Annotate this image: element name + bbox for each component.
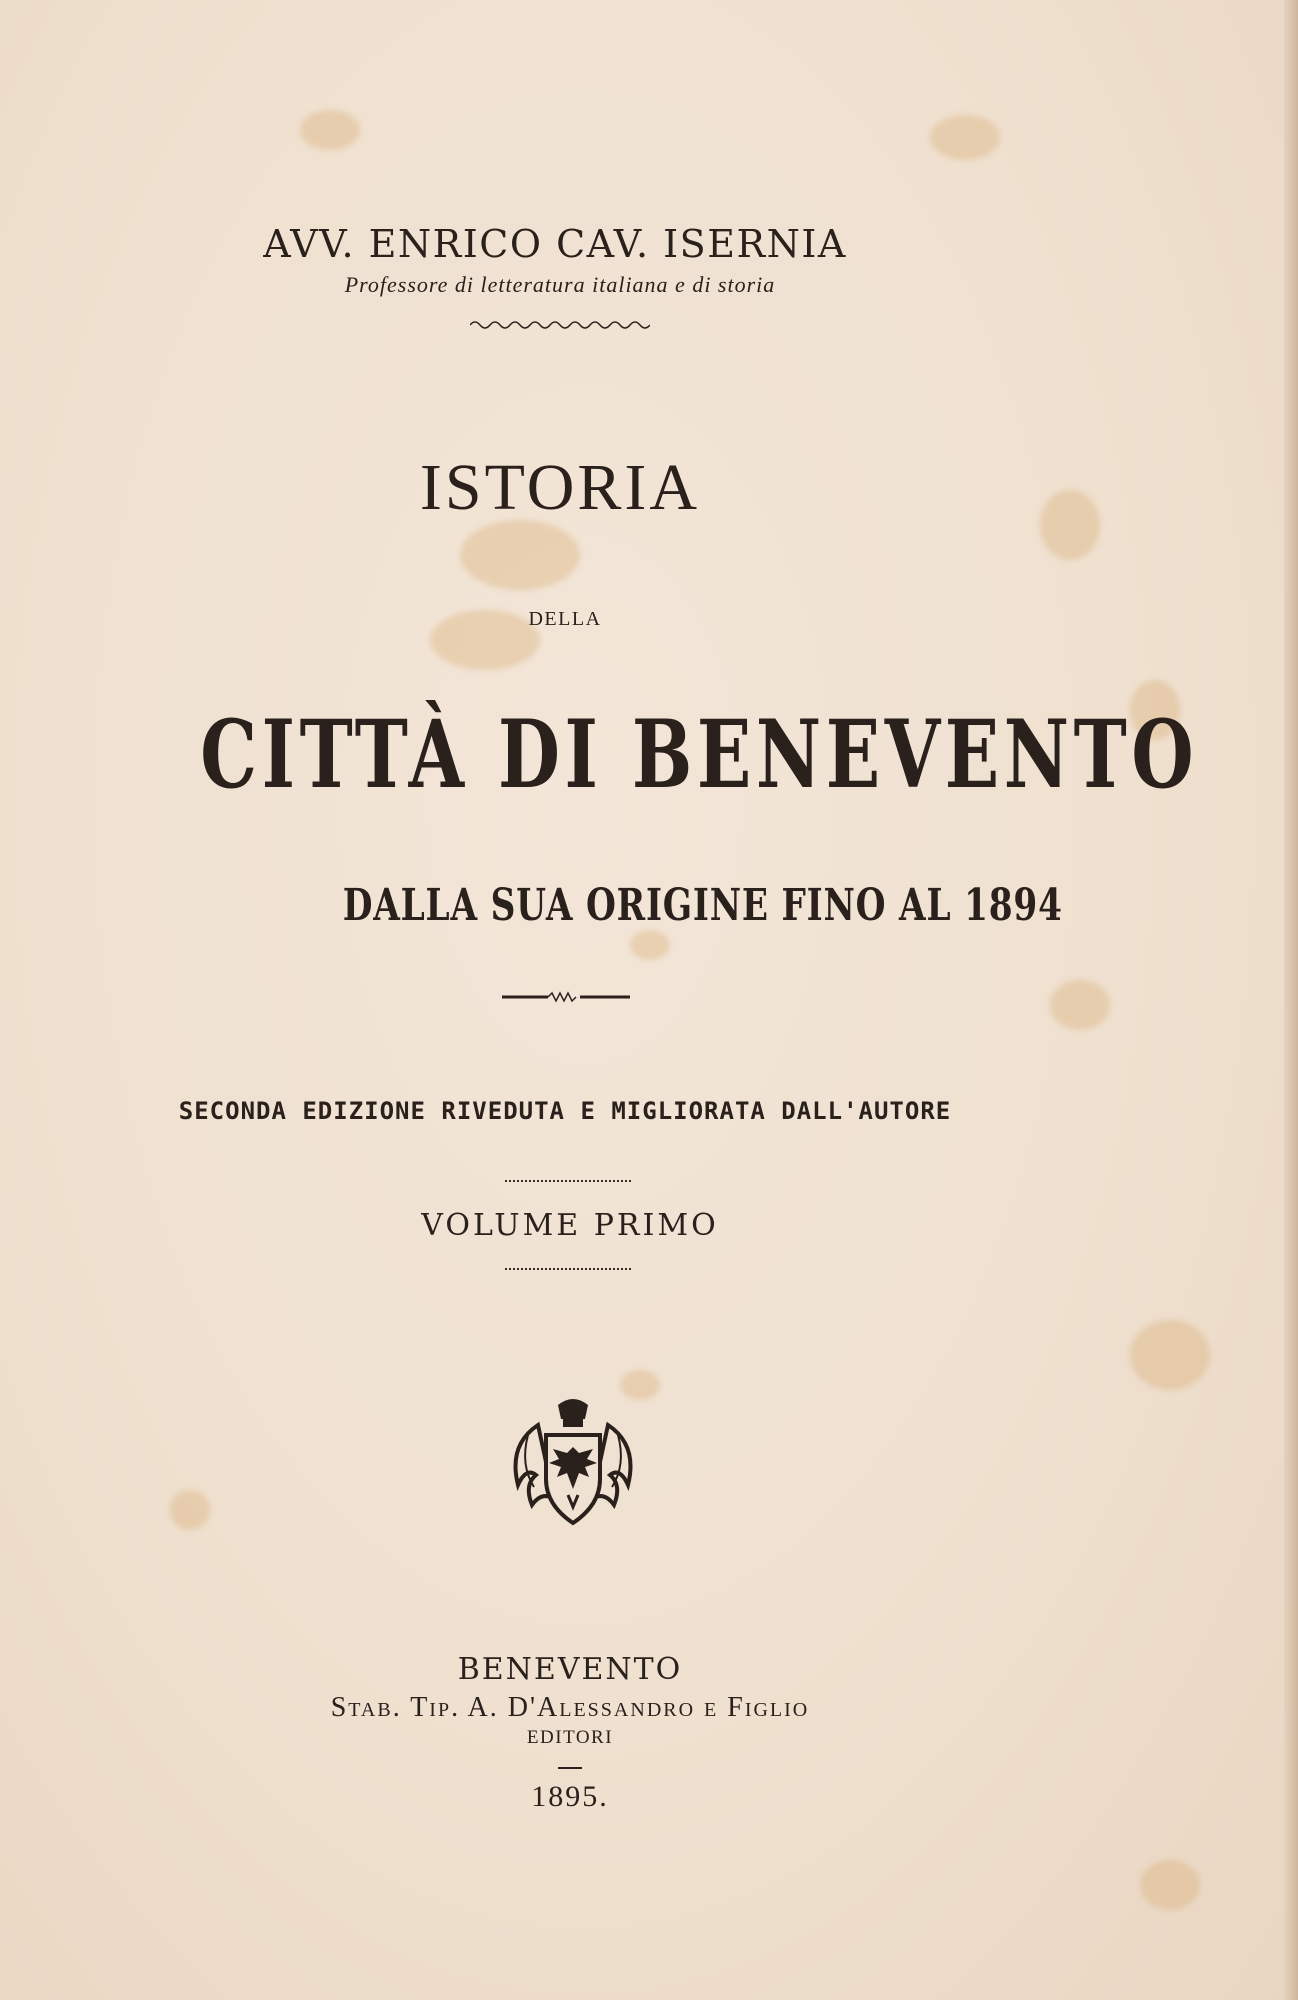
foxing-spot <box>300 110 360 150</box>
dotted-rule-bottom <box>505 1268 631 1272</box>
squiggle-rule <box>470 318 650 332</box>
foxing-spot <box>1040 490 1100 560</box>
page-edge <box>1284 0 1298 2000</box>
title-line-2: DELLA <box>528 608 602 630</box>
title-line-1: ISTORIA <box>419 451 701 524</box>
coat-of-arms-icon <box>508 1395 638 1531</box>
foxing-spot <box>930 115 1000 160</box>
foxing-spot <box>1130 1320 1210 1390</box>
foxing-spot <box>630 930 670 960</box>
publication-year: 1895. <box>531 1780 609 1813</box>
dotted-rule-top <box>505 1180 631 1184</box>
title-main: CITTÀ DI BENEVENTO <box>200 700 1199 810</box>
volume-label: VOLUME PRIMO <box>421 1208 719 1243</box>
author-title: Professore di letteratura italiana e di storia <box>344 272 776 297</box>
publisher-city: BENEVENTO <box>457 1652 683 1687</box>
year-rule <box>558 1767 582 1769</box>
foxing-spot <box>170 1490 210 1530</box>
publisher-name: Stab. Tip. A. D'Alessandro e Figlio <box>330 1692 810 1723</box>
publisher-role: EDITORI <box>526 1727 614 1748</box>
title-subtitle: DALLA SUA ORIGINE FINO AL 1894 <box>342 880 1063 931</box>
ornament-rule <box>502 990 630 1004</box>
foxing-spot <box>460 520 580 590</box>
edition-statement: SECONDA EDIZIONE RIVEDUTA E MIGLIORATA DALL'AUTORE <box>178 1097 952 1125</box>
foxing-spot <box>1050 980 1110 1030</box>
foxing-spot <box>1140 1860 1200 1910</box>
author-name: AVV. ENRICO CAV. ISERNIA <box>263 222 847 266</box>
